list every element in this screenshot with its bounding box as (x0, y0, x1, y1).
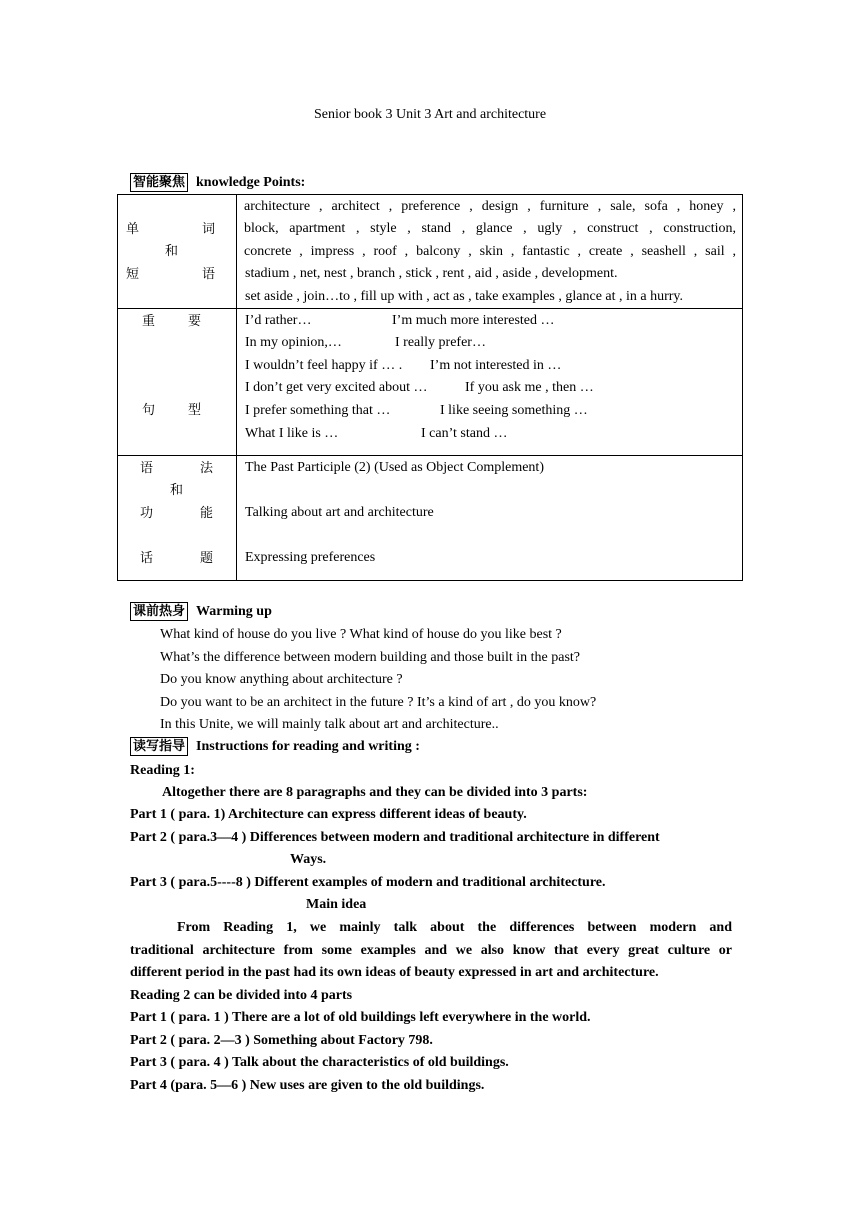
reading1-part2-cont: Ways. (290, 852, 327, 867)
row-label-sentences (118, 309, 237, 456)
grammar-content (237, 456, 743, 581)
vocab-line: concrete , impress , roof , balcony , skin , fantastic , create , seashell , sail , (244, 244, 736, 259)
warming-question: What’s the difference between modern building and those built in the past? (160, 650, 581, 665)
sentence-left: I wouldn’t feel happy if … . (245, 358, 403, 373)
sentence-left: I’d rather… (245, 313, 312, 328)
reading2-part2: Part 2 ( para. 2—3 ) Something about Factory 798. (130, 1033, 433, 1048)
grammar-line: The Past Participle (2) (Used as Object Complement) (245, 460, 544, 475)
label-char: 法 (200, 461, 214, 476)
warming-box-label: 课前热身 (130, 602, 188, 621)
main-idea-line: different period in the past had its own ideas of beauty expressed in art and architecture. (130, 965, 659, 980)
sentence-right: I like seeing something … (440, 403, 588, 418)
main-idea-line: traditional architecture from some examples and we also know that every great culture or (130, 943, 732, 958)
row-label-grammar (118, 456, 237, 581)
page-title: Senior book 3 Unit 3 Art and architecture (313, 107, 547, 122)
sentence-right: I really prefer… (395, 335, 486, 350)
sentence-right: I’m much more interested … (392, 313, 555, 328)
label-char: 语 (202, 267, 216, 282)
label-char: 短 (126, 267, 140, 282)
reading1-intro: Altogether there are 8 paragraphs and they can be divided into 3 parts: (162, 785, 588, 800)
instructions-heading (130, 737, 420, 756)
label-char: 型 (188, 403, 202, 418)
warming-heading (130, 602, 272, 621)
label-char: 要 (188, 314, 202, 329)
topic-line: Expressing preferences (245, 550, 376, 565)
table-row-vocabulary (118, 195, 743, 309)
reading2-part4: Part 4 (para. 5—6 ) New uses are given to the old buildings. (130, 1078, 485, 1093)
warming-question: Do you know anything about architecture ? (160, 672, 403, 687)
function-line: Talking about art and architecture (245, 505, 434, 520)
phrase-line: set aside , join…to , fill up with , act as , take examples , glance at , in a hurry. (245, 289, 684, 304)
sentence-right: If you ask me , then … (465, 380, 594, 395)
reading1-title: Reading 1: (130, 763, 195, 778)
label-char: 单 (126, 222, 140, 237)
table-row-sentences (118, 309, 743, 456)
knowledge-box-label: 智能聚焦 (130, 173, 188, 192)
sentence-left: I don’t get very excited about … (245, 380, 428, 395)
reading2-title: Reading 2 can be divided into 4 parts (130, 988, 353, 1003)
reading2-part1: Part 1 ( para. 1 ) There are a lot of old buildings left everywhere in the world. (130, 1010, 591, 1025)
instructions-box-label: 读写指导 (130, 737, 188, 756)
reading2-part3: Part 3 ( para. 4 ) Talk about the characteristics of old buildings. (130, 1055, 509, 1070)
label-char: 句 (142, 403, 156, 418)
sentence-right: I’m not interested in … (430, 358, 562, 373)
vocab-line: block, apartment , style , stand , glance , ugly , construct , construction, (244, 221, 736, 236)
sentence-left: I prefer something that … (245, 403, 391, 418)
instructions-heading-text: Instructions for reading and writing : (196, 739, 420, 754)
label-char: 话 (140, 551, 154, 566)
label-char: 重 (142, 314, 156, 329)
sentence-left: In my opinion,… (245, 335, 342, 350)
label-char: 题 (200, 551, 214, 566)
reading1-part1: Part 1 ( para. 1) Architecture can express different ideas of beauty. (130, 807, 527, 822)
warming-heading-text: Warming up (196, 604, 272, 619)
vocab-line: architecture , architect , preference , design , furniture , sale, sofa , honey , (244, 199, 736, 214)
warming-question: Do you want to be an architect in the future ? It’s a kind of art , do you know? (160, 695, 597, 710)
vocab-line: stadium , net, nest , branch , stick , rent , aid , aside , development. (245, 266, 618, 281)
sentence-left: What I like is … (245, 426, 339, 441)
label-char: 能 (200, 506, 214, 521)
reading1-part3: Part 3 ( para.5----8 ) Different examples of modern and traditional architecture. (130, 875, 606, 890)
vocabulary-content (237, 195, 743, 309)
main-idea-heading: Main idea (306, 897, 367, 912)
label-char: 词 (202, 222, 216, 237)
label-char: 和 (170, 483, 184, 498)
label-char: 功 (140, 506, 154, 521)
main-idea-line: From Reading 1, we mainly talk about the differences between modern and (177, 920, 732, 935)
row-label-vocabulary (118, 195, 237, 309)
knowledge-heading (130, 173, 305, 192)
reading1-part2: Part 2 ( para.3—4 ) Differences between modern and traditional architecture in different (130, 830, 660, 845)
knowledge-table (117, 194, 743, 581)
table-row-grammar (118, 456, 743, 581)
warming-statement: In this Unite, we will mainly talk about art and architecture.. (160, 717, 499, 732)
sentences-content (237, 309, 743, 456)
label-char: 和 (165, 244, 179, 259)
sentence-right: I can’t stand … (421, 426, 508, 441)
warming-question: What kind of house do you live ? What kind of house do you like best ? (160, 627, 562, 642)
label-char: 语 (140, 461, 154, 476)
knowledge-heading-text: knowledge Points: (196, 175, 306, 190)
